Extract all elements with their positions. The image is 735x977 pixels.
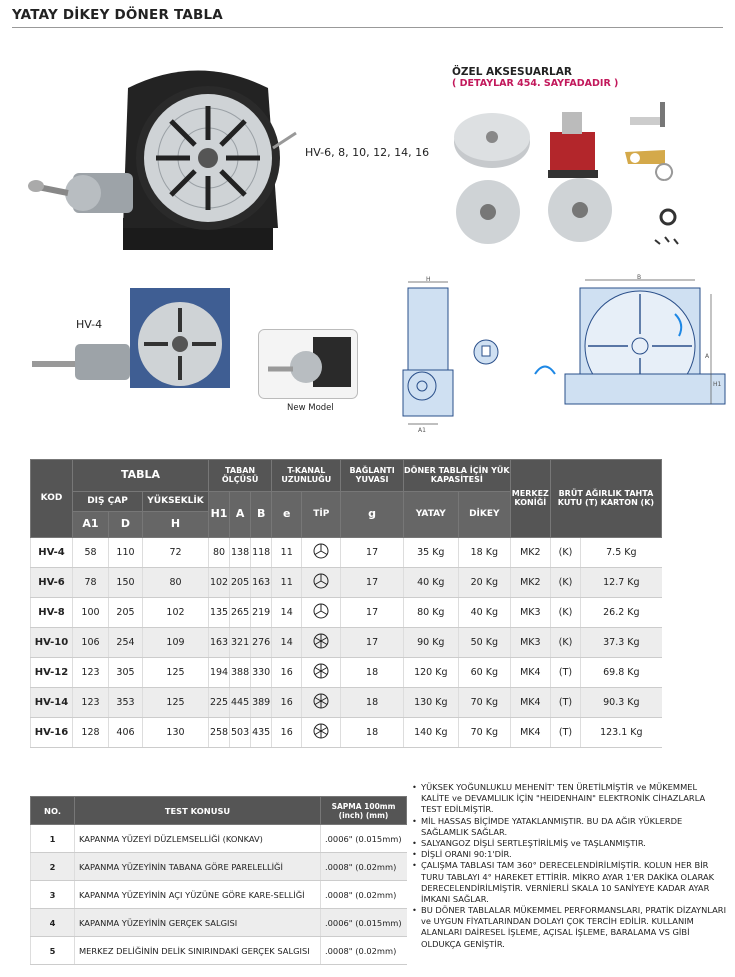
cell-kod: HV-10: [31, 628, 73, 658]
cell-sapma: .0006" (0.015mm): [321, 825, 407, 853]
cell-a1: 106: [73, 628, 109, 658]
cell-pk: (T): [550, 658, 580, 688]
cell-a: 445: [230, 688, 251, 718]
list-item: • ÇALIŞMA TABLASI TAM 360° DERECELENDİRİLMİŞTİR. KOLUN HER BİR TURU TABLAYI 4° HAREKET ETTİRİR. MİKRO AYAR 1'ER DAKİKA OLARAK DERECELENDİRİLMİŞTİR. VERNİERLİ SKALA 10 SANİYEYE KADAR AYAR İMKANI SAĞLAR.: [412, 860, 728, 905]
cell-pk: (K): [550, 598, 580, 628]
cell-no: 4: [31, 909, 75, 937]
cell-merkez: MK4: [510, 658, 550, 688]
cell-b: 330: [251, 658, 272, 688]
rotary-table-photo: [28, 58, 298, 258]
cell-pk: (K): [550, 538, 580, 568]
header-yatay: YATAY: [403, 492, 458, 538]
cell-tip: [302, 658, 341, 688]
cell-wt: 37.3 Kg: [581, 628, 662, 658]
cell-no: 5: [31, 937, 75, 965]
cell-a: 205: [230, 568, 251, 598]
cell-merkez: MK2: [510, 538, 550, 568]
drawing-label-a1: A1: [418, 427, 426, 434]
header-dis-cap: DIŞ ÇAP: [73, 492, 143, 512]
cell-tip: [302, 688, 341, 718]
cell-pk: (T): [550, 688, 580, 718]
cell-kod: HV-12: [31, 658, 73, 688]
cell-a: 388: [230, 658, 251, 688]
drawing-label-h1: H1: [713, 381, 722, 388]
cell-pk: (K): [550, 568, 580, 598]
cell-a: 503: [230, 718, 251, 748]
cell-yatay: 35 Kg: [403, 538, 458, 568]
cell-h: 102: [143, 598, 209, 628]
cell-dikey: 60 Kg: [458, 658, 510, 688]
header-h: H: [143, 512, 209, 538]
cell-h1: 225: [209, 688, 230, 718]
header-d: D: [109, 512, 143, 538]
new-model-photo: [258, 329, 358, 399]
cell-b: 163: [251, 568, 272, 598]
cell-e: 16: [272, 718, 302, 748]
header-baglanti: BAĞLANTI YUVASI: [341, 460, 403, 492]
header-tip: TİP: [302, 492, 341, 538]
test-header-sapma: SAPMA 100mm (inch) (mm): [321, 797, 407, 825]
tslot-icon: [313, 633, 329, 649]
list-item: • SALYANGOZ DİŞLİ SERTLEŞTİRİLMİŞ ve TAŞLANMIŞTIR.: [412, 838, 728, 849]
tslot-icon: [313, 543, 329, 559]
cell-dikey: 18 Kg: [458, 538, 510, 568]
cell-kod: HV-6: [31, 568, 73, 598]
drawing-label-a: A: [705, 353, 710, 360]
cell-tip: [302, 718, 341, 748]
cell-a: 138: [230, 538, 251, 568]
cell-no: 2: [31, 853, 75, 881]
cell-h: 125: [143, 658, 209, 688]
cell-merkez: MK3: [510, 628, 550, 658]
cell-sapma: .0008" (0.02mm): [321, 853, 407, 881]
cell-g: 17: [341, 568, 403, 598]
accessories-title: ÖZEL AKSESUARLAR: [452, 66, 572, 78]
cell-a1: 58: [73, 538, 109, 568]
cell-konu: KAPANMA YÜZEYİNİN GERÇEK SALGISI: [75, 909, 321, 937]
tslot-icon: [313, 693, 329, 709]
header-a: A: [230, 492, 251, 538]
cell-b: 276: [251, 628, 272, 658]
header-g: g: [341, 492, 403, 538]
table-row: [31, 937, 407, 965]
accessories-subtitle: ( DETAYLAR 454. SAYFADADIR ): [452, 78, 619, 89]
feature-list: [412, 782, 728, 950]
table-row: [31, 658, 662, 688]
cell-e: 11: [272, 568, 302, 598]
cell-g: 18: [341, 718, 403, 748]
cell-g: 17: [341, 538, 403, 568]
cell-no: 3: [31, 881, 75, 909]
cell-wt: 26.2 Kg: [581, 598, 662, 628]
spec-table: [30, 459, 662, 748]
cell-dikey: 20 Kg: [458, 568, 510, 598]
cell-a: 265: [230, 598, 251, 628]
cell-g: 18: [341, 658, 403, 688]
cell-tip: [302, 568, 341, 598]
list-item: • YÜKSEK YOĞUNLUKLU MEHENİT' TEN ÜRETİLMİŞTİR ve MÜKEMMEL KALİTE ve DEVAMLILIK İÇİN "HEIDENHAIN" ELEKTRONİK CİHAZLARLA TEST EDİLMİŞTİR.: [412, 782, 728, 816]
cell-d: 205: [109, 598, 143, 628]
list-item: • BU DÖNER TABLALAR MÜKEMMEL PERFORMANSLARI, PRATİK DİZAYNLARI ve UYGUN FİYATLARINDAN DOLAYI ÇOK TERCİH EDİLİR. KULLANIM ALANLARI DAİRESEL İŞLEME, AÇISAL İŞLEME, BARALAMA VS GİBİ OLDUKÇA GENİŞTİR.: [412, 905, 728, 950]
cell-h1: 80: [209, 538, 230, 568]
drawing-label-b: B: [637, 274, 642, 281]
cell-merkez: MK4: [510, 718, 550, 748]
cell-dikey: 40 Kg: [458, 598, 510, 628]
cell-h1: 258: [209, 718, 230, 748]
cell-e: 16: [272, 658, 302, 688]
cell-sapma: .0008" (0.02mm): [321, 881, 407, 909]
header-dikey: DİKEY: [458, 492, 510, 538]
table-row: [31, 881, 407, 909]
list-item: • MİL HASSAS BİÇİMDE YATAKLANMIŞTIR. BU DA AĞIR YÜKLERDE SAĞLAMLIK SAĞLAR.: [412, 816, 728, 838]
cell-tip: [302, 628, 341, 658]
cell-h: 80: [143, 568, 209, 598]
cell-pk: (T): [550, 718, 580, 748]
cell-b: 389: [251, 688, 272, 718]
header-merkez: MERKEZ KONİĞİ: [510, 460, 550, 538]
cell-a1: 123: [73, 688, 109, 718]
table-row: [31, 853, 407, 881]
table-row: [31, 718, 662, 748]
header-a1: A1: [73, 512, 109, 538]
cell-h: 72: [143, 538, 209, 568]
cell-e: 16: [272, 688, 302, 718]
cell-b: 435: [251, 718, 272, 748]
cell-kod: HV-8: [31, 598, 73, 628]
cell-d: 110: [109, 538, 143, 568]
cell-dikey: 50 Kg: [458, 628, 510, 658]
header-e: e: [272, 492, 302, 538]
cell-merkez: MK4: [510, 688, 550, 718]
cell-kod: HV-4: [31, 538, 73, 568]
test-header-no: NO.: [31, 797, 75, 825]
cell-g: 18: [341, 688, 403, 718]
cell-konu: KAPANMA YÜZEYİNİN AÇI YÜZÜNE GÖRE KARE-SELLİĞİ: [75, 881, 321, 909]
cell-a1: 123: [73, 658, 109, 688]
test-header-konu: TEST KONUSU: [75, 797, 321, 825]
cell-g: 17: [341, 598, 403, 628]
cell-e: 11: [272, 538, 302, 568]
cell-wt: 123.1 Kg: [581, 718, 662, 748]
table-row: [31, 538, 662, 568]
cell-h1: 194: [209, 658, 230, 688]
cell-kod: HV-16: [31, 718, 73, 748]
cell-yatay: 80 Kg: [403, 598, 458, 628]
cell-a1: 128: [73, 718, 109, 748]
tslot-icon: [313, 603, 329, 619]
header-yukseklik: YÜKSEKLİK: [143, 492, 209, 512]
cell-wt: 12.7 Kg: [581, 568, 662, 598]
drawing-label-h: H: [426, 276, 431, 283]
table-row: [31, 628, 662, 658]
header-taban: TABAN ÖLÇÜSÜ: [209, 460, 272, 492]
cell-wt: 90.3 Kg: [581, 688, 662, 718]
cell-e: 14: [272, 598, 302, 628]
cell-e: 14: [272, 628, 302, 658]
cell-g: 17: [341, 628, 403, 658]
cell-yatay: 130 Kg: [403, 688, 458, 718]
cell-b: 219: [251, 598, 272, 628]
cell-yatay: 140 Kg: [403, 718, 458, 748]
main-model-label: HV-6, 8, 10, 12, 14, 16: [305, 146, 430, 159]
cell-h1: 135: [209, 598, 230, 628]
table-row: [31, 568, 662, 598]
tslot-icon: [313, 723, 329, 739]
cell-merkez: MK2: [510, 568, 550, 598]
header-brut: BRÜT AĞIRLIK TAHTA KUTU (T) KARTON (K): [550, 460, 661, 538]
table-row: [31, 598, 662, 628]
tslot-icon: [313, 663, 329, 679]
cell-dikey: 70 Kg: [458, 688, 510, 718]
cell-sapma: .0008" (0.02mm): [321, 937, 407, 965]
header-tkanal: T-KANAL UZUNLUĞU: [272, 460, 341, 492]
page-title: YATAY DİKEY DÖNER TABLA: [12, 7, 223, 23]
new-model-caption: New Model: [287, 403, 334, 413]
cell-yatay: 90 Kg: [403, 628, 458, 658]
cell-konu: KAPANMA YÜZEYİ DÜZLEMSELLİĞİ (KONKAV): [75, 825, 321, 853]
cell-d: 353: [109, 688, 143, 718]
cell-sapma: .0006" (0.015mm): [321, 909, 407, 937]
header-b: B: [251, 492, 272, 538]
header-kod: KOD: [31, 460, 73, 538]
cell-dikey: 70 Kg: [458, 718, 510, 748]
table-row: [31, 688, 662, 718]
accessories-photo: [450, 92, 690, 252]
cell-a: 321: [230, 628, 251, 658]
cell-yatay: 120 Kg: [403, 658, 458, 688]
cell-d: 406: [109, 718, 143, 748]
cell-h1: 102: [209, 568, 230, 598]
tslot-icon: [313, 573, 329, 589]
header-kapasite: DÖNER TABLA İÇİN YÜK KAPASİTESİ: [403, 460, 510, 492]
cell-a1: 78: [73, 568, 109, 598]
cell-wt: 69.8 Kg: [581, 658, 662, 688]
technical-drawing-side: [398, 274, 520, 434]
cell-no: 1: [31, 825, 75, 853]
table-row: [31, 909, 407, 937]
title-divider: [12, 27, 723, 28]
cell-pk: (K): [550, 628, 580, 658]
cell-kod: HV-14: [31, 688, 73, 718]
header-tabla: TABLA: [73, 460, 209, 492]
cell-yatay: 40 Kg: [403, 568, 458, 598]
cell-konu: KAPANMA YÜZEYİNİN TABANA GÖRE PARELELLİĞİ: [75, 853, 321, 881]
cell-konu: MERKEZ DELİĞİNİN DELİK SINIRINDAKİ GERÇEK SALGISI: [75, 937, 321, 965]
cell-tip: [302, 538, 341, 568]
cell-h: 109: [143, 628, 209, 658]
cell-d: 254: [109, 628, 143, 658]
table-row: [31, 825, 407, 853]
list-item: • DİŞLİ ORANI 90:1'DİR.: [412, 849, 728, 860]
cell-h1: 163: [209, 628, 230, 658]
cell-a1: 100: [73, 598, 109, 628]
cell-tip: [302, 598, 341, 628]
cell-h: 125: [143, 688, 209, 718]
cell-merkez: MK3: [510, 598, 550, 628]
cell-b: 118: [251, 538, 272, 568]
cell-d: 150: [109, 568, 143, 598]
test-table: [30, 796, 407, 965]
header-h1: H1: [209, 492, 230, 538]
hv4-label: HV-4: [76, 318, 103, 331]
cell-h: 130: [143, 718, 209, 748]
cell-d: 305: [109, 658, 143, 688]
hv4-photo: [30, 282, 240, 402]
technical-drawing-front: [525, 274, 720, 434]
cell-wt: 7.5 Kg: [581, 538, 662, 568]
